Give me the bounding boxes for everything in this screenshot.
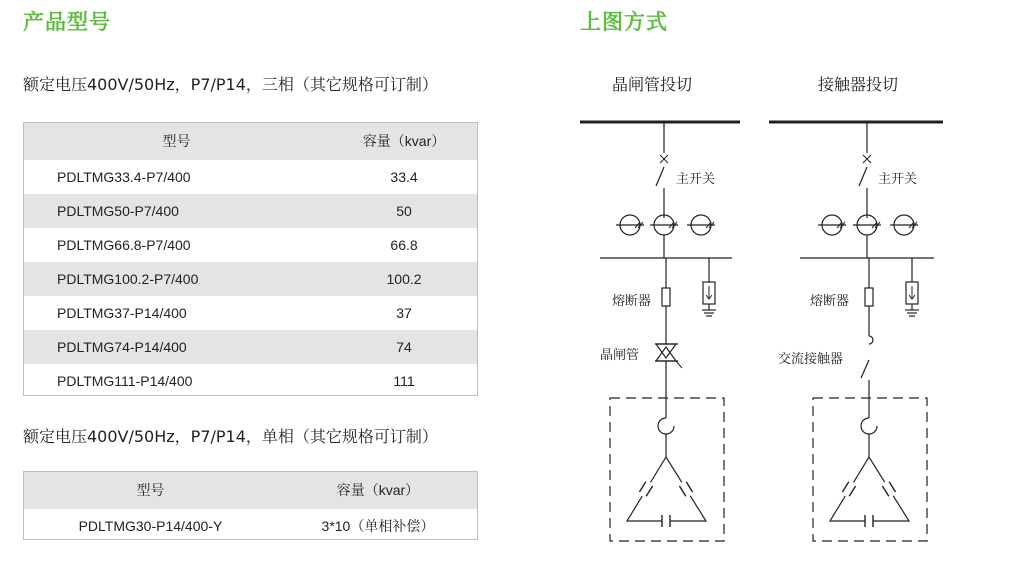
diagram1-thyristor-label: 晶闸管: [600, 348, 640, 363]
cell-capacity: 50: [330, 194, 478, 228]
cell-model: PDLTMG33.4-P7/400: [57, 169, 191, 185]
contactor-switching-diagram: [769, 122, 943, 541]
diagram2-switch-label: 主开关: [878, 172, 918, 187]
section2-subtitle: 额定电压400V/50Hz，P7/P14，单相（其它规格可订制）: [23, 427, 438, 446]
cell-capacity: 100.2: [330, 262, 478, 296]
wiring-method-title: 上图方式: [580, 10, 668, 34]
header-model: 型号: [23, 471, 278, 509]
cell-capacity: 33.4: [390, 169, 418, 185]
diagram2-contactor-label: 交流接触器: [778, 352, 844, 367]
section1-subtitle: 额定电压400V/50Hz，P7/P14，三相（其它规格可订制）: [23, 75, 438, 94]
header-capacity: 容量（kvar）: [330, 122, 478, 160]
diagram2-title: 接触器投切: [818, 75, 899, 94]
cell-model: PDLTMG37-P14/400: [57, 305, 187, 321]
cell-model: PDLTMG74-P14/400: [23, 330, 330, 364]
cell-model: PDLTMG100.2-P7/400: [23, 262, 330, 296]
diagram1-title: 晶闸管投切: [612, 75, 693, 94]
product-model-title: 产品型号: [23, 10, 111, 34]
diagram1-fuse-label: 熔断器: [612, 294, 652, 309]
cell-capacity: 37: [396, 305, 412, 321]
cell-model: PDLTMG66.8-P7/400: [57, 237, 191, 253]
header-model: 型号: [23, 122, 330, 160]
thyristor-switching-diagram: [580, 122, 740, 541]
diagram1-switch-label: 主开关: [676, 172, 716, 187]
cell-model: PDLTMG50-P7/400: [23, 194, 330, 228]
cell-model: PDLTMG30-P14/400-Y: [78, 518, 223, 534]
cell-model: PDLTMG111-P14/400: [57, 373, 193, 389]
cell-capacity: 66.8: [390, 237, 418, 253]
header-capacity: 容量（kvar）: [278, 471, 478, 509]
diagram2-fuse-label: 熔断器: [810, 294, 850, 309]
cell-capacity: 74: [330, 330, 478, 364]
cell-capacity: 111: [393, 373, 415, 389]
cell-capacity: 3*10（单相补偿）: [321, 518, 435, 534]
